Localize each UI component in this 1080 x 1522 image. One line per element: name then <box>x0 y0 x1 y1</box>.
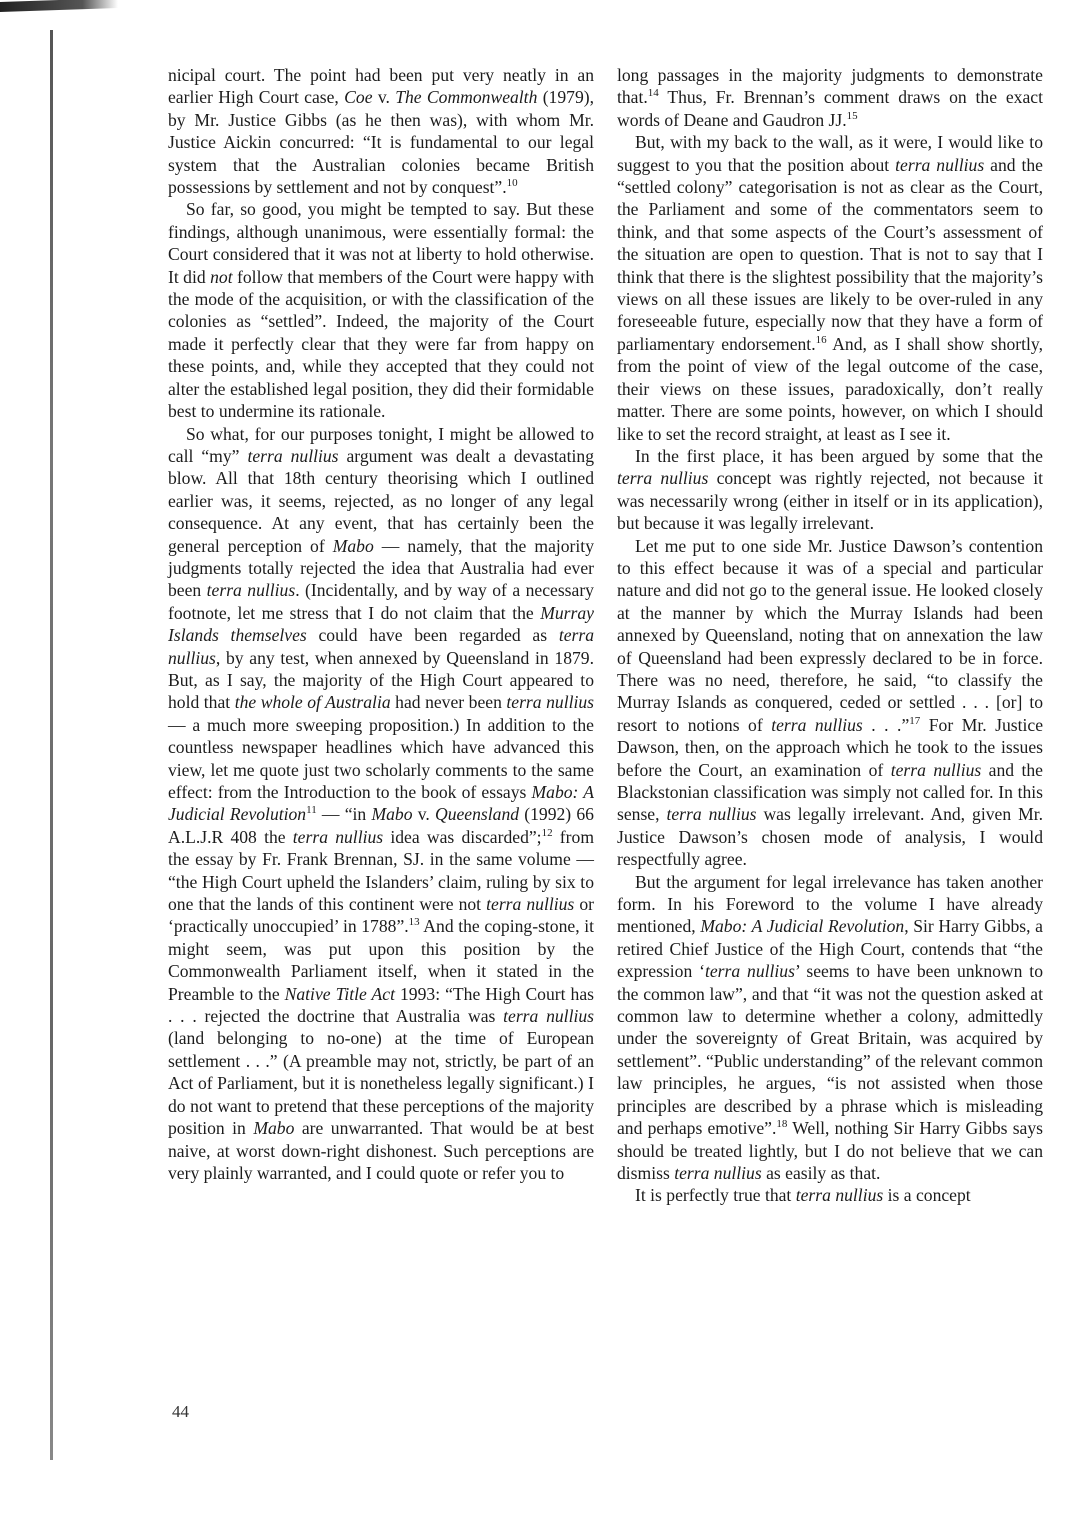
paragraph: But the argument for legal irrelevance has taken another form. In his Foreword to the volume I have already mentioned, Mabo: A Judicial Revolution, Sir Harry Gibbs, a retired Chief Justice of the High Court, contends that “the expression ‘terra nullius’ seems to have been unknown to the common law”, and that “it was not the question asked at common law to determine whether a colony, admittedly under the sovereignty of Great Britain, was acquired by settlement”. “Public understanding” of the relevant common law principles, he argues, “is not assisted when those principles are described by a phrase which is misleading and perhaps emotive”.$^{18}$ Well, nothing Sir Harry Gibbs says should be treated lightly, but I do not believe that we can dismiss terra nullius as easily as that. <box>617 871 1043 1183</box>
paragraph: nicipal court. The point had been put very neatly in an earlier High Court case, Coe v. The Commonwealth (1979), by Mr. Justice Gibbs (as he then was), with whom Mr. Justice Aickin concurred: “It is fundamental to our legal system that the Australian colonies became British possessions by settlement and not by conquest”.$^{10}$ <box>168 65 595 198</box>
paragraph: So what, for our purposes tonight, I might be allowed to call “my” terra nullius argument was dealt a devastating blow. All that 18th century theorising which I outlined earlier was, it seems, rejected, as no longer of any legal consequence. At any event, that has certainly been the general perception of Mabo — namely, that the majority judgments totally rejected the idea that Australia had ever been terra nullius. (Incidentally, and by way of a necessary footnote, let me stress that I do not claim that the Murray Islands themselves could have been regarded as terra nullius, by any test, when annexed by Queensland in 1879. But, as I say, the majority of the High Court appeared to hold that the whole of Australia had never been terra nullius — a much more sweeping proposition.) In addition to the countless newspaper headlines which have advanced this view, let me quote just two scholarly comments to the same effect: from the Introduction to the book of essays Mabo: A Judicial Revolution$^{11}$ — “in Mabo v. Queensland (1992) 66 A.L.J.R 408 the terra nullius idea was discarded”;$^{12}$ from the essay by Fr. Frank Brennan, SJ. in the same volume — “the High Court upheld the Islanders’ claim, ruling by six to one that the lands of this continent were not terra nullius or ‘practically unoccupied’ in 1788”.$^{13}$ And the coping-stone, it might seem, was put upon this position by the Commonwealth Parliament itself, when it stated in the Preamble to the Native Title Act 1993: “The High Court has . . . rejected the doctrine that Australia was terra nullius (land belonging to no-one) at the time of European settlement . . .” (A preamble may not, strictly, be part of an Act of Parliament, but it is nonetheless legally significant.) I do not want to pretend that these perceptions of the majority position in Mabo are unwarranted. That would be at best naive, at worst down-right dishonest. Such perceptions are very plainly warranted, and I could quote or refer you to <box>168 423 595 1183</box>
paragraph: In the first place, it has been argued by some that the terra nullius concept was rightly rejected, not because it was necessarily wrong (either in itself or in its application), but because it was legally irrelevant. <box>617 445 1043 534</box>
page-number: 44 <box>172 1402 189 1421</box>
paragraph: long passages in the majority judgments to demonstrate that.$^{14}$ Thus, Fr. Brennan’s comment draws on the exact words of Deane and Gaudron JJ.$^{15}$ <box>617 65 1043 130</box>
paragraph: Let me put to one side Mr. Justice Dawson’s contention to this effect because it was of a special and particular nature and did not go to the general issue. He looked closely at the manner by which the Murray Islands had been annexed by Queensland, noting that on annexation the law of Queensland had been expressly declared to be in force. There was no need, therefore, he said, “to classify the Murray Islands as conquered, ceded or settled . . . [or] to resort to notions of terra nullius . . .”$^{17}$ For Mr. Justice Dawson, then, on the approach which he took to the issues before the Court, an examination of terra nullius and the Blackstonian classification was simply not called for. In this sense, terra nullius was legally irrelevant. And, given Mr. Justice Dawson’s chosen mode of analysis, I would respectfully agree. <box>617 535 1043 870</box>
left-column <box>168 64 594 1184</box>
right-column <box>617 64 1043 1207</box>
binding-edge-line <box>50 30 53 1460</box>
paragraph: It is perfectly true that terra nullius is a concept <box>635 1185 971 1206</box>
paragraph: But, with my back to the wall, as it were, I would like to suggest to you that the position about terra nullius and the “settled colony” categorisation is not as clear as the Court, the Parliament and some of the commentators seem to think, and that some aspects of the Court’s assessment of the situation are open to question. That is not to say that I think that there is the slightest possibility that the majority’s views on all these issues are likely to be over-ruled in any foreseeable future, especially now that they have a form of parliamentary endorsement.$^{16}$ And, as I shall show shortly, from the point of view of the legal outcome of the case, their views on these issues, paradoxically, don’t really matter. There are some points, however, on which I should like to set the record straight, at least as I see it. <box>617 132 1043 444</box>
paragraph: So far, so good, you might be tempted to say. But these findings, although unanimous, were essentially formal: the Court considered that it was not at liberty to hold otherwise. It did not follow that members of the Court were happy with the mode of the acquisition, or with the classification of the colonies as “settled”. Indeed, the majority of the Court made it perfectly clear that they were far from happy on these points, and, while they accepted that they could not alter the established legal position, they did their formidable best to undermine its rationale. <box>168 199 595 422</box>
binding-shadow-mark <box>0 0 118 12</box>
